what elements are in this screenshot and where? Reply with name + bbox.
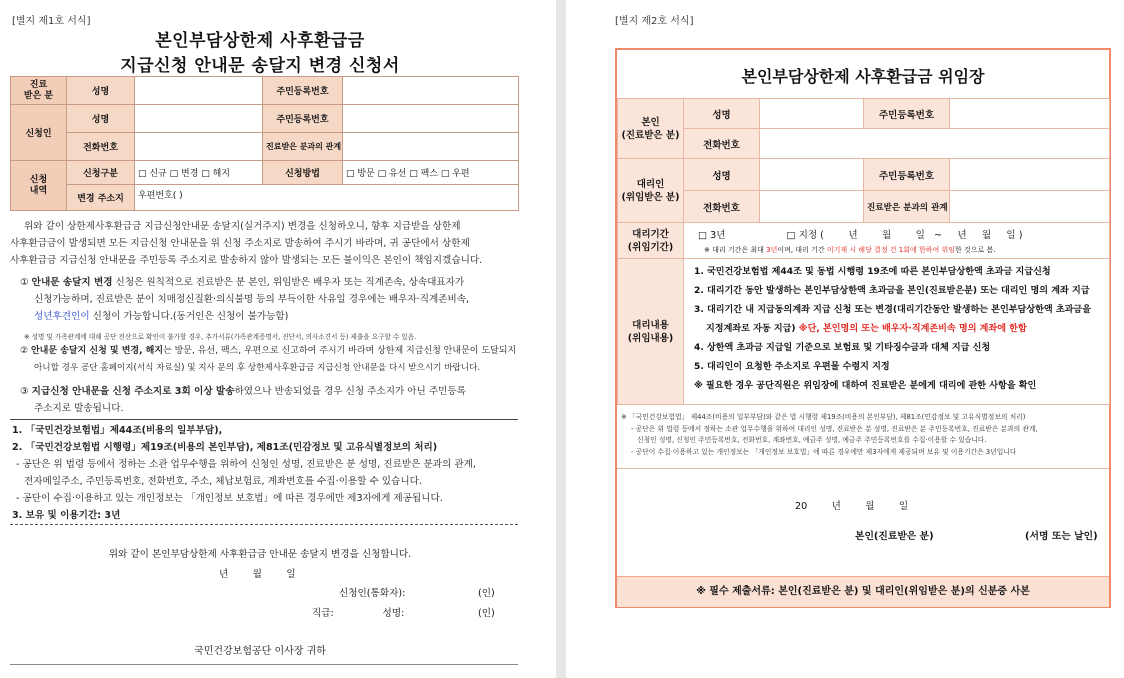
label-name: 성명 xyxy=(67,77,135,105)
principal-rrn-field[interactable] xyxy=(950,99,1110,129)
content-header: 대리내용 (위임내용) xyxy=(618,259,684,405)
item-1-text: 신청은 원칙적으로 진료받은 분 본인, 위임받은 배우자 또는 직계존속, 상속대표자가 xyxy=(112,277,465,288)
request-type-options[interactable]: □ 신규 □ 변경 □ 해지 xyxy=(135,161,263,185)
signature-applicant[interactable]: 신청인(통화자): xyxy=(339,588,406,599)
required-docs: ※ 필수 제출서류: 본인(진료받은 분) 및 대리인(위임받은 분)의 신분증 사본 xyxy=(696,586,1030,597)
closing-statement: 위와 같이 본인부담상한제 사후환급금 안내문 송달지 변경을 신청합니다. xyxy=(108,549,412,560)
bottom-rule xyxy=(10,664,518,665)
signature-staff[interactable]: 직급: 성명: xyxy=(312,608,405,619)
item-2-bold: 안내문 송달지 신청 및 변경, 해지 xyxy=(30,346,164,356)
law-1: 1. 「국민건강보험법」제44조(비용의 일부부담), xyxy=(12,425,223,436)
item-3-number: ③ xyxy=(20,386,29,397)
item-2-line2: 아니할 경우 공단 홈페이지(서식 자료실) 및 지사 문의 후 상한제사후환급금 지급신청 안내문을 다시 받으시기 바랍니다. xyxy=(34,363,481,373)
seal-mark-1: (인) xyxy=(478,588,495,599)
period-header: 대리기간 (위임기간) xyxy=(618,223,684,259)
period-cell[interactable] xyxy=(684,223,1110,259)
principal-phone-field[interactable] xyxy=(760,129,1110,159)
retention-period: 3. 보유 및 이용기간: 3년 xyxy=(12,510,121,521)
patient-rrn-field[interactable] xyxy=(343,77,519,105)
page-title-line2: 지급신청 안내문 송달지 변경 신청서 xyxy=(120,56,400,76)
intro-line: 사후환급금이 발생되면 모든 지급신청 안내문을 위 신청 주소지로 발송하여 주시기 바라며, 귀 공단에서 상한제 xyxy=(10,238,470,249)
period-note-mid: 이며, 대리 기간 xyxy=(777,246,827,254)
applicant-relation-field[interactable] xyxy=(343,133,519,161)
power-of-attorney-frame xyxy=(615,48,1111,608)
agent-rrn-field[interactable] xyxy=(950,159,1110,191)
label-agent-name: 성명 xyxy=(684,159,760,191)
intro-line: 사후환급금 지급신청 안내문을 주민등록 주소지로 발송하지 않아 발생되는 모든 불이익은 본인이 책임지겠습니다. xyxy=(10,255,483,266)
form-label-1: [별지 제1호 서식] xyxy=(12,16,91,27)
period-note-post: 한 것으로 봄. xyxy=(955,246,996,254)
content-item: 지정계좌로 자동 지급) xyxy=(706,324,796,334)
agent-phone-field[interactable] xyxy=(760,191,864,223)
item-1-bold: 안내문 송달지 변경 xyxy=(31,277,113,288)
request-header: 신청 내역 xyxy=(11,161,67,211)
period-note-pre: ※ 대리 기간은 최대 xyxy=(704,246,767,254)
form-page-1 xyxy=(0,0,556,678)
item-1 xyxy=(20,274,520,325)
label-agent-relation: 진료받은 분과의 관계 xyxy=(864,191,950,223)
legal-fine-print xyxy=(621,412,1105,458)
principal-signer: 본인(진료받은 분) xyxy=(855,531,934,542)
applicant-header: 신청인 xyxy=(11,105,67,161)
addressee: 국민건강보험공단 이사장 귀하 xyxy=(194,646,326,657)
content-cell xyxy=(684,259,1110,405)
postal-code-field[interactable]: 우편번호( ) xyxy=(135,185,519,211)
fine-divider xyxy=(617,468,1109,469)
item-2 xyxy=(20,343,520,377)
label-principal-rrn: 주민등록번호 xyxy=(864,99,950,129)
agent-header: 대리인 (위임받은 분) xyxy=(618,159,684,223)
period-options[interactable]: □ 3년 □ 지정 ( 년 월 일 ~ 년 월 일 ) xyxy=(698,230,1023,241)
form-page-2 xyxy=(566,0,1124,678)
label-applicant-name: 성명 xyxy=(67,105,135,133)
content-item: 2. 대리기간 동안 발생하는 본인부담상한액 초과금을 본인(진료받은분) 또는 대리인 명의 계좌 지급 xyxy=(694,286,1090,296)
applicant-rrn-field[interactable] xyxy=(343,105,519,133)
item-2-number: ② xyxy=(20,346,29,356)
footer-band xyxy=(617,576,1109,607)
dashed-divider xyxy=(10,524,518,525)
item-1-line3: 신청이 가능합니다.(동거인은 신청이 불가능함) xyxy=(89,311,289,322)
period-note xyxy=(698,245,1103,255)
applicant-name-field[interactable] xyxy=(135,105,263,133)
fine-2b: 신청인 성명, 신청인 주민등록번호, 전화번호, 계좌번호, 예금주 성명, 예금주 주민등록번호를 수집·이용할 수 있습니다. xyxy=(637,436,987,444)
label-request-method: 신청방법 xyxy=(263,161,343,185)
principal-name-field[interactable] xyxy=(760,99,864,129)
period-note-max: 3년 xyxy=(766,246,778,254)
law-dash-2: - 공단이 수집·이용하고 있는 개인정보는 「개인정보 보호법」에 따른 경우에만 제3자에게 제공됩니다. xyxy=(16,493,443,504)
patient-name-field[interactable] xyxy=(135,77,263,105)
intro-paragraph xyxy=(10,218,520,269)
law-section xyxy=(12,422,518,524)
fine-2: - 공단은 위 법령 등에서 정하는 소관 업무수행을 위하여 대리인 성명, 진료받은 분 성명, 진료받은 분 주민등록번호, 진료받은 분과의 관계, xyxy=(631,424,1038,433)
label-phone: 전화번호 xyxy=(67,133,135,161)
note-small: ※ 성명 및 가족관계에 대해 공단 전산으로 확인이 불가할 경우, 추가서류(가족관계증명서, 진단서, 의사소견서 등) 제출을 요구할 수 있음. xyxy=(24,333,417,341)
content-item: 4. 상한액 초과금 지급일 기준으로 보험료 및 기타징수금과 대체 지급 신청 xyxy=(694,343,991,353)
label-applicant-rrn: 주민등록번호 xyxy=(263,105,343,133)
label-agent-rrn: 주민등록번호 xyxy=(864,159,950,191)
content-item: ※ 필요한 경우 공단직원은 위임장에 대하여 진료받은 분에게 대리에 관한 사항을 확인 xyxy=(694,381,1037,391)
label-principal-phone: 전화번호 xyxy=(684,129,760,159)
content-item: 3. 대리기간 내 지급동의계좌 지급 신청 또는 변경(대리기간동안 발생하는 본인부담상한액 초과금을 xyxy=(694,305,1091,315)
item-1-guardian: 성년후견인이 xyxy=(34,311,90,322)
date-line: 년 월 일 xyxy=(219,569,296,580)
content-item-warning: ※단, 본인명의 또는 배우자·직계존비속 명의 계좌에 한함 xyxy=(798,324,1027,334)
fine-3: - 공단이 수집·이용하고 있는 개인정보는 「개인정보 보호법」에 따른 경우에만 제3자에게 제공되며 보유 및 이용기간은 3년입니다 xyxy=(631,447,1017,456)
label-rrn: 주민등록번호 xyxy=(263,77,343,105)
period-note-default: 미기재 시 해당 결정 건 1회에 한하여 위임 xyxy=(826,246,956,254)
fine-1: ※ 「국민건강보험법」 제44조(비용의 일부부담)와 같은 법 시행령 제19조(비용의 본인부담), 제81조(민감정보 및 고유식별정보의 처리) xyxy=(621,413,1026,421)
principal-header: 본인 (진료받은 분) xyxy=(618,99,684,159)
applicant-phone-field[interactable] xyxy=(135,133,263,161)
label-relation: 진료받은 분과의 관계 xyxy=(263,133,343,161)
seal-mark-2: (인) xyxy=(478,608,495,619)
attorney-table xyxy=(617,98,1110,405)
request-method-options[interactable]: □ 방문 □ 유선 □ 팩스 □ 우편 xyxy=(343,161,519,185)
form-label-2: [별지 제2호 서식] xyxy=(615,16,694,27)
divider xyxy=(10,419,518,420)
law-dash-1b: 전자메일주소, 주민등록번호, 전화번호, 주소, 체납보험료, 계좌번호를 수집·이용할 수 있습니다. xyxy=(24,476,422,487)
page-title-line1: 본인부담상한제 사후환급금 xyxy=(155,31,365,51)
page-title-2: 본인부담상한제 사후환급금 위임장 xyxy=(741,67,985,86)
item-3 xyxy=(20,383,520,417)
date-line-2: 20 년 월 일 xyxy=(795,501,909,512)
sign-or-seal[interactable]: (서명 또는 날인) xyxy=(1025,531,1098,542)
item-2-text: 는 방문, 유선, 팩스, 우편으로 신고하여 주시기 바라며 상한제 지급신청 안내문이 도달되지 xyxy=(163,346,517,356)
application-table xyxy=(10,76,519,211)
content-item: 5. 대리인이 요청한 주소지로 우편물 수령지 지정 xyxy=(694,362,890,372)
item-1-number: ① xyxy=(20,277,29,288)
label-principal-name: 성명 xyxy=(684,99,760,129)
item-3-text: 하였으나 반송되었을 경우 신청 주소지가 아닌 주민등록 xyxy=(234,386,466,397)
label-agent-phone: 전화번호 xyxy=(684,191,760,223)
law-2: 2. 「국민건강보험법 시행령」제19조(비용의 본인부담), 제81조(민감정보 및 고유식별정보의 처리) xyxy=(12,442,438,453)
label-change-address: 변경 주소지 xyxy=(67,185,135,211)
content-item: 1. 국민건강보험법 제44조 및 동법 시행령 19조에 따른 본인부담상한액 초과금 지급신청 xyxy=(694,267,1051,277)
intro-line: 위와 같이 상한제사후환급금 지급신청안내문 송달지(실거주지) 변경을 신청하오니, 향후 지급받을 상한제 xyxy=(24,221,461,232)
agent-name-field[interactable] xyxy=(760,159,864,191)
item-1-line2: 신청가능하며, 진료받은 분이 치매정신질환·의식불명 등의 부득이한 사유일 경우에는 배우자·직계존비속, xyxy=(34,294,470,305)
law-dash-1: - 공단은 위 법령 등에서 정하는 소관 업무수행을 위하여 신청인 성명, 진료받은 분 성명, 진료받은 분과의 관계, xyxy=(16,459,476,470)
label-request-type: 신청구분 xyxy=(67,161,135,185)
item-3-bold: 지급신청 안내문을 신청 주소지로 3회 이상 발송 xyxy=(31,386,235,397)
patient-header: 진료 받은 분 xyxy=(11,77,67,105)
agent-relation-field[interactable] xyxy=(950,191,1110,223)
item-3-line2: 주소지로 발송됩니다. xyxy=(34,403,124,414)
